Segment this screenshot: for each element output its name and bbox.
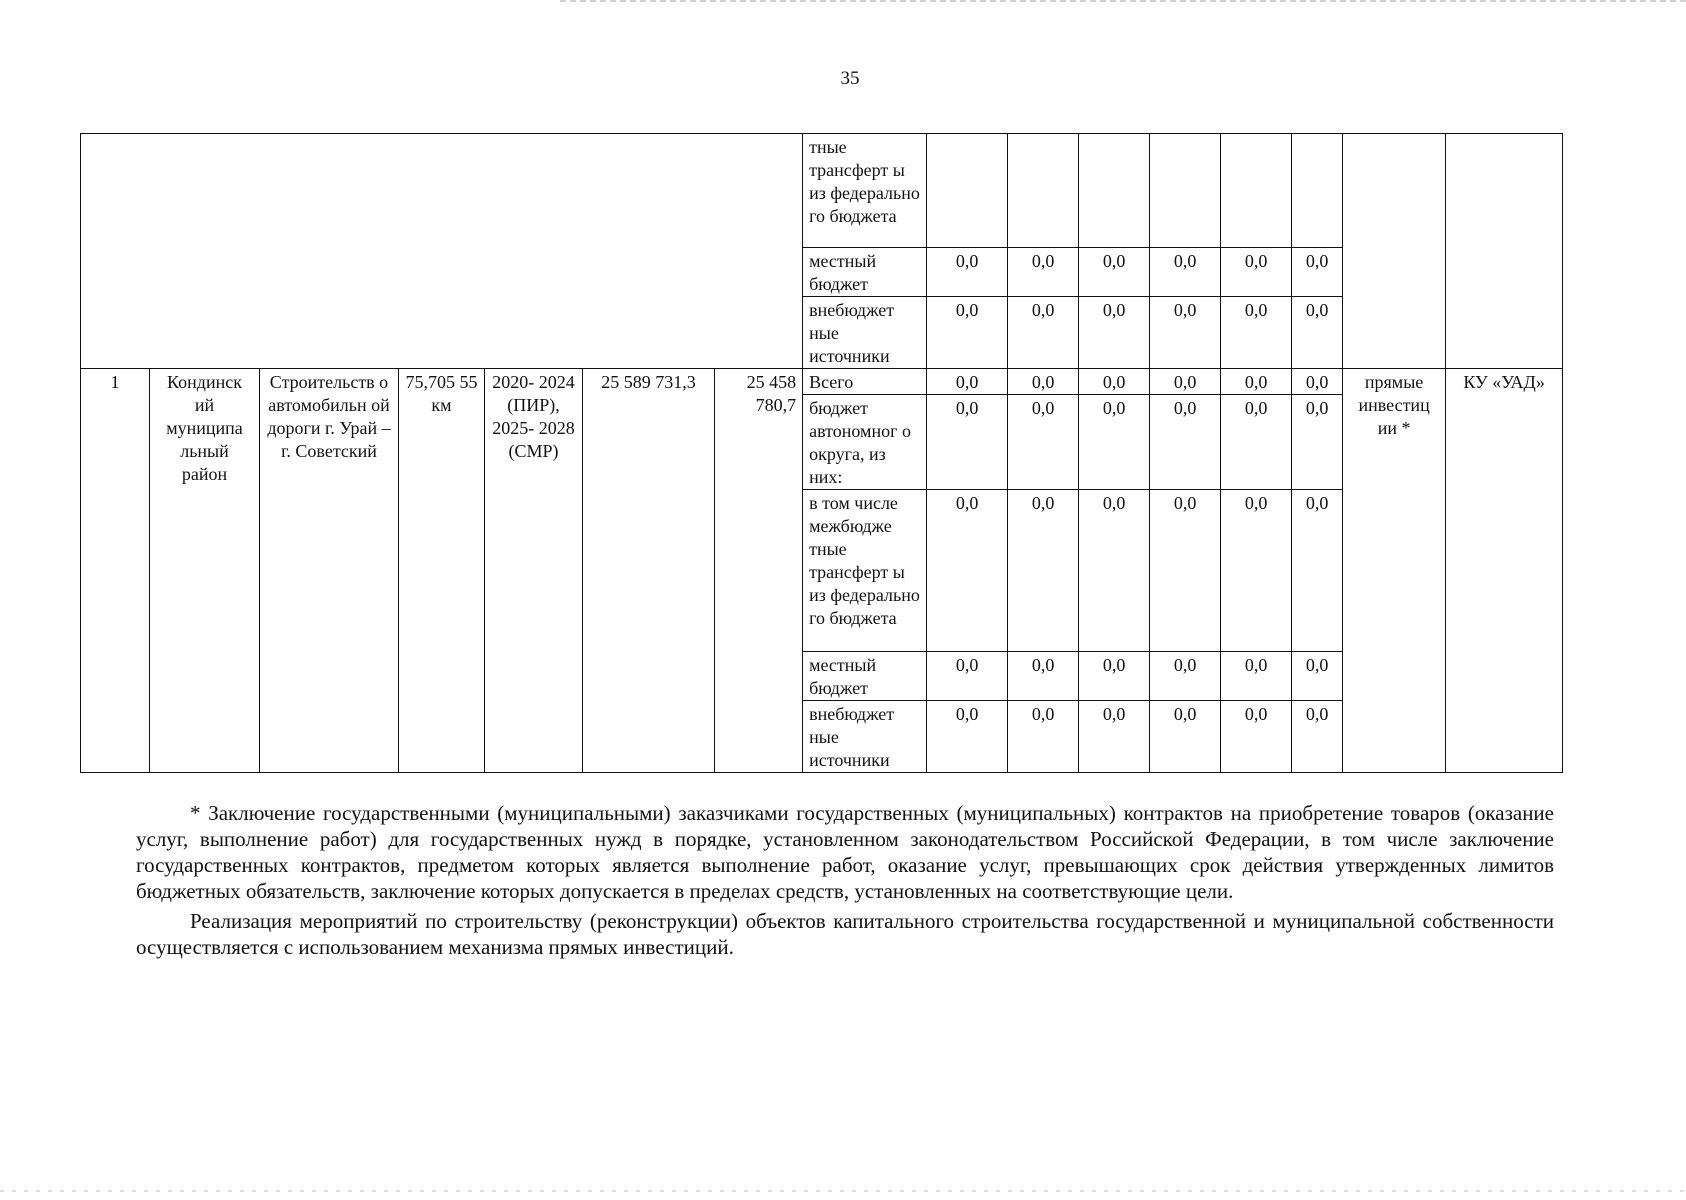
value-cell xyxy=(1221,134,1292,248)
value-cell: 0,0 xyxy=(1008,701,1079,773)
value-cell xyxy=(1079,134,1150,248)
value-cell: 0,0 xyxy=(1079,395,1150,490)
value-cell: 0,0 xyxy=(1292,395,1343,490)
funding-source: в том числе межбюдже тные трансферт ы из федерально го бюджета xyxy=(803,490,927,652)
value-cell: 0,0 xyxy=(927,297,1008,369)
value-cell: 0,0 xyxy=(927,701,1008,773)
value-cell: 0,0 xyxy=(1008,248,1079,297)
value-cell: 0,0 xyxy=(1221,369,1292,395)
value-cell: 0,0 xyxy=(1079,490,1150,652)
value-cell: 0,0 xyxy=(927,490,1008,652)
value-cell: 0,0 xyxy=(1221,652,1292,701)
value-cell: 0,0 xyxy=(1292,248,1343,297)
object-period: 2020- 2024 (ПИР), 2025- 2028 (СМР) xyxy=(485,369,583,773)
funding-source: Всего xyxy=(803,369,927,395)
value-cell: 0,0 xyxy=(1150,248,1221,297)
object-capacity: 75,705 55 км xyxy=(399,369,485,773)
value-cell: 0,0 xyxy=(1079,248,1150,297)
value-cell: 0,0 xyxy=(1292,297,1343,369)
table-row xyxy=(81,369,1563,395)
footnote-paragraph: * Заключение государственными (муниципальными) заказчиками государственных (муниципальных) контрактов на приобретение товаров (оказание услуг, выполнение работ) для государственных нужд в порядке, установленном законодательством Российской Федерации, в том числе заключение государственных контрактов, предметом которых является выполнение работ, оказание услуг, превышающих срок действия утвержденных лимитов бюджетных обязательств, заключение которых допускается в пределах средств, установленных на соответствующие цели. xyxy=(136,801,1554,903)
value-cell xyxy=(1008,134,1079,248)
value-cell: 0,0 xyxy=(1008,297,1079,369)
funding-source: внебюджет ные источники xyxy=(803,701,927,773)
value-cell: 0,0 xyxy=(1292,701,1343,773)
value-cell: 0,0 xyxy=(927,369,1008,395)
page-number: 35 xyxy=(840,68,860,89)
value-cell: 0,0 xyxy=(1079,369,1150,395)
value-cell: 0,0 xyxy=(1221,248,1292,297)
value-cell: 0,0 xyxy=(1008,490,1079,652)
object-name: Строительств о автомобильн ой дороги г. Урай – г. Советский xyxy=(260,369,399,773)
value-cell: 0,0 xyxy=(1221,395,1292,490)
continuation-blank xyxy=(81,134,803,369)
funding-source: внебюджет ные источники xyxy=(803,297,927,369)
value-cell: 0,0 xyxy=(927,395,1008,490)
value-cell: 0,0 xyxy=(1008,395,1079,490)
value-cell: 0,0 xyxy=(1008,369,1079,395)
table-row xyxy=(81,134,1563,248)
value-cell: 0,0 xyxy=(1150,490,1221,652)
value-cell: 0,0 xyxy=(1150,395,1221,490)
funding-source: местный бюджет xyxy=(803,248,927,297)
object-number: 1 xyxy=(81,369,150,773)
value-cell: 0,0 xyxy=(1292,652,1343,701)
funding-source: местный бюджет xyxy=(803,652,927,701)
value-cell: 0,0 xyxy=(1150,369,1221,395)
object-estimated-cost: 25 589 731,3 xyxy=(583,369,715,773)
continuation-blank xyxy=(1343,134,1446,369)
object-remaining-cost: 25 458 780,7 xyxy=(715,369,803,773)
value-cell: 0,0 xyxy=(1008,652,1079,701)
investment-table xyxy=(80,133,1563,773)
value-cell: 0,0 xyxy=(1150,652,1221,701)
object-municipality: Кондинск ий муниципа льный район xyxy=(150,369,260,773)
value-cell xyxy=(1150,134,1221,248)
continuation-blank xyxy=(1446,134,1563,369)
investment-form: прямые инвестиц ии * xyxy=(1343,369,1446,773)
value-cell: 0,0 xyxy=(1221,297,1292,369)
value-cell xyxy=(927,134,1008,248)
value-cell xyxy=(1292,134,1343,248)
customer: КУ «УАД» xyxy=(1446,369,1563,773)
value-cell: 0,0 xyxy=(1221,701,1292,773)
footnote-block xyxy=(136,800,1554,960)
funding-source: тные трансферт ы из федерально го бюджета xyxy=(803,134,927,248)
funding-source: бюджет автономног о округа, из них: xyxy=(803,395,927,490)
value-cell: 0,0 xyxy=(1292,369,1343,395)
scan-artifact-top xyxy=(560,0,1686,2)
value-cell: 0,0 xyxy=(1079,297,1150,369)
value-cell: 0,0 xyxy=(1292,490,1343,652)
value-cell: 0,0 xyxy=(1150,701,1221,773)
value-cell: 0,0 xyxy=(927,248,1008,297)
value-cell: 0,0 xyxy=(1150,297,1221,369)
value-cell: 0,0 xyxy=(1079,652,1150,701)
value-cell: 0,0 xyxy=(927,652,1008,701)
value-cell: 0,0 xyxy=(1221,490,1292,652)
footnote-paragraph: Реализация мероприятий по строительству (реконструкции) объектов капитального строительства государственной и муниципальной собственности осуществляется с использованием механизма прямых инвестиций. xyxy=(136,909,1554,959)
value-cell: 0,0 xyxy=(1079,701,1150,773)
scan-artifact-bottom xyxy=(0,1190,1686,1192)
